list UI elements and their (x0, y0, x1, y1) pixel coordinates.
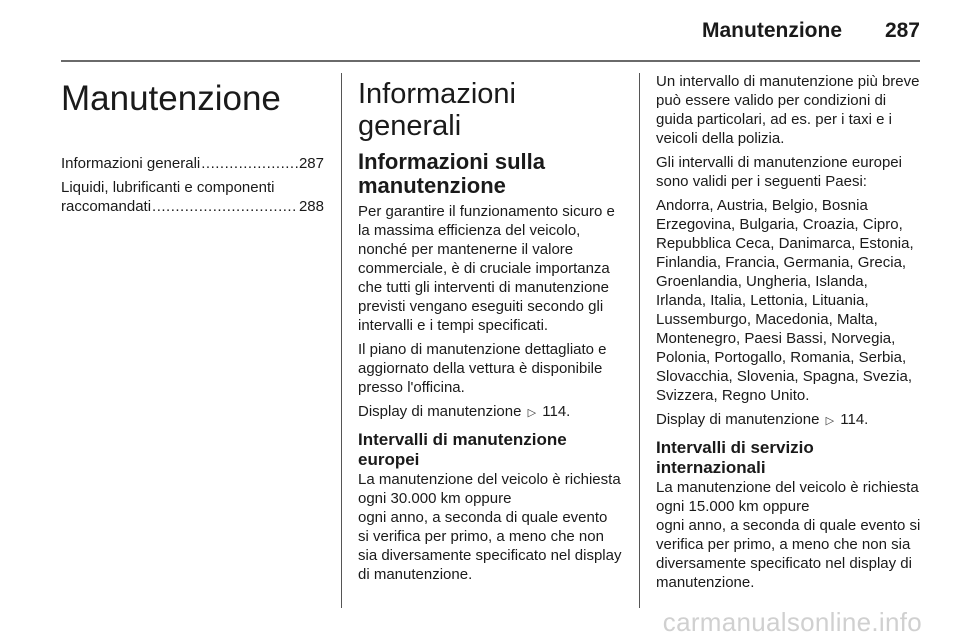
subsection-heading: Intervalli di manutenzione europei (358, 430, 567, 469)
paragraph: La manutenzione del veicolo è richiesta ogni 30.000 km oppure (358, 471, 621, 507)
cross-reference[interactable] (656, 410, 921, 430)
page-reference-icon: ▷ (825, 414, 835, 427)
subsection-heading: Informazioni sulla manutenzione (358, 149, 546, 198)
cross-reference-page: 114. (840, 411, 869, 428)
page-header (0, 0, 960, 62)
watermark: carmanualsonline.info (662, 607, 922, 637)
column-intervals (656, 72, 921, 597)
cross-reference-text: Display di manutenzione (358, 403, 522, 420)
toc-entry[interactable] (61, 178, 324, 216)
column-divider-1 (341, 73, 342, 608)
chapter-title: Manutenzione (61, 79, 281, 118)
header-title: Manutenzione (702, 19, 842, 42)
toc-entry-page: 287 (298, 155, 324, 172)
table-of-contents (61, 154, 324, 216)
column-chapter (61, 72, 324, 221)
paragraph: Un intervallo di manutenzione più breve può essere valido per condizioni di guida particolari, ad es. per i taxi e i veicoli della polizia. (656, 73, 920, 147)
toc-entry-page: 288 (298, 198, 324, 215)
toc-leader-dots (201, 154, 298, 173)
toc-entry-label: Informazioni generali (61, 155, 201, 172)
page-reference-icon: ▷ (527, 406, 537, 419)
toc-leader-dots (152, 197, 298, 216)
paragraph: Per garantire il funzionamento sicuro e la massima efficienza del veicolo, nonché per mantenerne il valore commerciale, è di cruciale importanza che tutti gli interventi di manutenzione previsti vengano eseguiti secondo gli intervalli e i tempi specificati. (358, 203, 615, 334)
paragraph: ogni anno, a seconda di quale evento si verifica per primo, a meno che non sia diversamente specificato nel display di manutenzione. (656, 517, 921, 591)
section-heading: Informazioni generali (358, 78, 516, 142)
page-number: 287 (884, 19, 920, 42)
paragraph: Gli intervalli di manutenzione europei sono validi per i seguenti Paesi: (656, 154, 902, 190)
country-list: Andorra, Austria, Belgio, Bosnia Erzegovina, Bulgaria, Croazia, Cipro, Repubblica Ceca, Danimarca, Estonia, Finlandia, Francia, Germania, Grecia, Groenlandia, Ungheria, Islanda, Irlanda, Italia, Lettonia, Lituania, Lussemburgo, Macedonia, Malta, Montenegro, Paesi Bassi, Norvegia, Polonia, Portogallo, Romania, Serbia, Slovacchia, Slovenia, Spagna, Svezia, Svizzera, Regno Unito. (656, 197, 914, 404)
subsection-heading: Intervalli di servizio internazionali (656, 438, 814, 477)
paragraph: La manutenzione del veicolo è richiesta ogni 15.000 km oppure (656, 479, 919, 515)
header-rule (61, 60, 920, 62)
cross-reference-page: 114. (542, 403, 571, 420)
cross-reference[interactable] (358, 402, 622, 422)
cross-reference-text: Display di manutenzione (656, 411, 820, 428)
paragraph: Il piano di manutenzione dettagliato e aggiornato della vettura è disponibile presso l'officina. (358, 341, 607, 396)
column-divider-2 (639, 73, 640, 608)
toc-entry[interactable] (61, 154, 324, 173)
toc-entry-label: raccomandati (61, 198, 152, 215)
paragraph: ogni anno, a seconda di quale evento si verifica per primo, a meno che non sia diversamente specificato nel display di manutenzione. (358, 509, 622, 583)
toc-entry-label-line1: Liquidi, lubrificanti e componenti (61, 179, 275, 196)
column-general-info (358, 72, 622, 589)
